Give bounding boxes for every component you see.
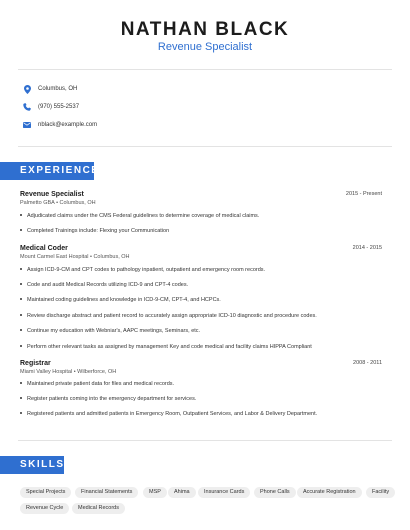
map-pin-icon [22, 84, 32, 94]
header-divider [18, 69, 392, 70]
contact-location [22, 83, 78, 95]
contact-phone [22, 101, 80, 113]
phone-text: (970) 555-2537 [38, 104, 80, 110]
job-title: Revenue Specialist [20, 191, 84, 198]
job-organization: Mount Carmel East Hospital • Columbus, OH [20, 254, 130, 260]
job-organization: Palmetto GBA • Columbus, OH [20, 200, 96, 206]
job-organization: Miami Valley Hospital • Wilberforce, OH [20, 369, 117, 375]
bullet-dot [20, 397, 22, 399]
skill-chip: Financial Statements [75, 487, 138, 498]
skill-chip: Ahima [168, 487, 196, 498]
job-title: Medical Coder [20, 245, 68, 252]
job-bullet [20, 282, 188, 289]
bullet-dot [20, 283, 22, 285]
job-bullet-text: Adjudicated claims under the CMS Federal guidelines to determine coverage of medical claims. [27, 213, 260, 219]
skill-chip: Facility [366, 487, 395, 498]
candidate-name: NATHAN BLACK [120, 19, 290, 40]
job-dates: 2008 - 2011 [353, 360, 382, 366]
bullet-dot [20, 298, 22, 300]
job-bullet-text: Completed Trainings include: Flexing your Communication [27, 228, 170, 234]
bullet-dot [20, 214, 22, 216]
bullet-dot [20, 412, 22, 414]
bullet-dot [20, 382, 22, 384]
skill-chip: Phone Calls [254, 487, 296, 498]
contact-divider [18, 146, 392, 147]
job-dates: 2015 - Present [345, 191, 382, 197]
bullet-dot [20, 345, 22, 347]
job-bullet-text: Registered patients and admitted patients in Emergency Room, Outpatient Services, and Labor & Delivery Department. [27, 411, 318, 417]
bullet-dot [20, 329, 22, 331]
candidate-title: Revenue Specialist [157, 41, 253, 53]
experience-divider [18, 440, 392, 441]
skill-chip: Insurance Cards [198, 487, 250, 498]
job-bullet [20, 344, 312, 351]
job-title: Registrar [20, 360, 51, 367]
email-text: nblack@example.com [38, 122, 98, 128]
job-bullet-text: Maintained coding guidelines and knowledge in ICD-9-CM, CPT-4, and HCPCs. [27, 297, 221, 303]
job-bullet-text: Assign ICD-9-CM and CPT codes to pathology inpatient, outpatient and emergency room records. [27, 267, 266, 273]
bullet-dot [20, 229, 22, 231]
job-bullet-text: Register patients coming into the emergency department for services. [27, 396, 197, 402]
experience-heading: EXPERIENCE [0, 162, 94, 180]
skill-chip: Revenue Cycle [20, 503, 69, 514]
job-bullet [20, 297, 221, 304]
job-bullet [20, 267, 265, 274]
job-bullet [20, 313, 317, 320]
job-bullet [20, 213, 259, 220]
job-bullet-text: Perform other relevant tasks as assigned by management Key and code medical and facility claims HIPPA Compliant [27, 344, 312, 350]
phone-icon [22, 102, 32, 112]
job-bullet-text: Continue my education with Webniar's, AAPC meetings, Seminars, etc. [27, 328, 201, 334]
job-bullet [20, 328, 200, 335]
skill-chip: MSP [143, 487, 167, 498]
bullet-dot [20, 268, 22, 270]
job-dates: 2014 - 2015 [352, 245, 382, 251]
job-bullet [20, 396, 196, 403]
skill-chip: Accurate Registration [297, 487, 362, 498]
job-bullet [20, 228, 169, 235]
skills-heading: SKILLS [0, 456, 64, 474]
job-bullet [20, 381, 174, 388]
job-bullet-text: Review discharge abstract and patient record to accurately assign appropriate ICD-10 diagnostic and procedure codes. [27, 313, 317, 319]
location-text: Columbus, OH [38, 86, 78, 92]
envelope-icon [22, 120, 32, 130]
job-bullet-text: Code and audit Medical Records utilizing ICD-9 and CPT-4 codes. [27, 282, 189, 288]
bullet-dot [20, 314, 22, 316]
job-bullet [20, 411, 317, 418]
job-bullet-text: Maintained private patient data for files and medical records. [27, 381, 175, 387]
skill-chip: Medical Records [72, 503, 125, 514]
contact-email [22, 119, 98, 131]
skill-chip: Special Projects [20, 487, 71, 498]
